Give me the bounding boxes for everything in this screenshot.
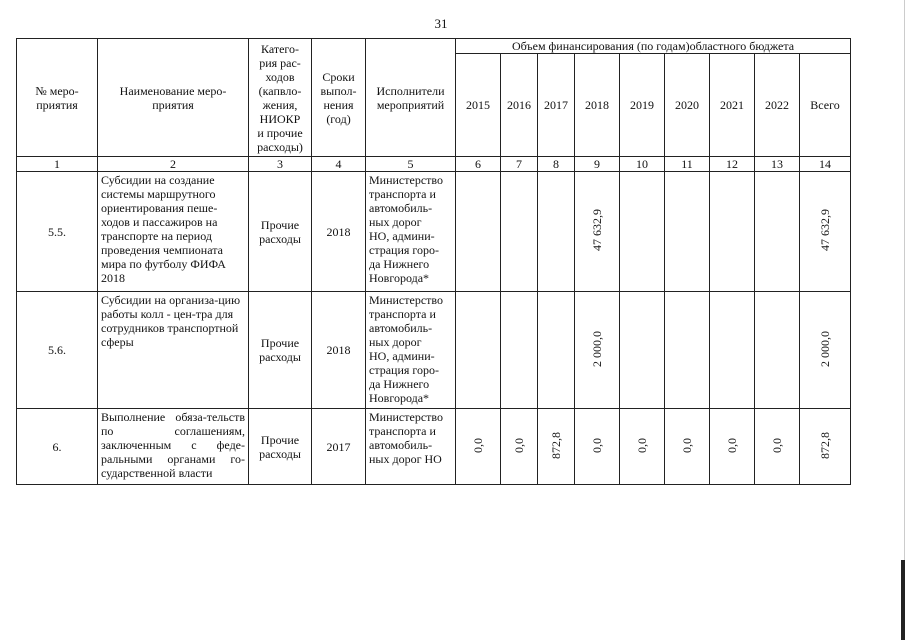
row-value	[575, 172, 620, 292]
row-value-text: 47 632,9	[590, 209, 604, 251]
row-value	[710, 409, 755, 485]
column-number: 6	[456, 157, 501, 172]
row-value	[501, 292, 538, 409]
row-value	[456, 292, 501, 409]
row-category: Прочие расходы	[249, 172, 312, 292]
header-funding-title: Объем финансирования (по годам)областного бюджета	[456, 39, 851, 54]
column-number: 7	[501, 157, 538, 172]
row-value	[710, 172, 755, 292]
header-year: 2017	[538, 54, 575, 157]
column-number: 4	[312, 157, 366, 172]
row-name: Выполнение обяза-тельств по соглашениям, заключенным с феде-ральными органами го-сударственной власти	[98, 409, 249, 485]
row-value-text: 0,0	[770, 437, 784, 453]
row-value	[501, 172, 538, 292]
row-term: 2018	[312, 172, 366, 292]
column-number: 13	[755, 157, 800, 172]
column-number: 14	[800, 157, 851, 172]
column-number: 9	[575, 157, 620, 172]
column-number: 8	[538, 157, 575, 172]
header-num: № меро- приятия	[17, 39, 98, 157]
header-name: Наименование меро- приятия	[98, 39, 249, 157]
row-number: 5.6.	[17, 292, 98, 409]
row-value-text: 2 000,0	[590, 330, 604, 367]
row-term: 2017	[312, 409, 366, 485]
row-value	[538, 172, 575, 292]
row-value	[710, 292, 755, 409]
row-value-text: 47 632,9	[818, 209, 832, 251]
row-name: Субсидии на создание системы маршрутного ориентирования пеше-ходов и пассажиров на транспорте на период проведения чемпионата мира по футболу ФИФА 2018	[98, 172, 249, 292]
header-executors: Исполнители мероприятий	[366, 39, 456, 157]
column-number: 2	[98, 157, 249, 172]
row-value-text: 0,0	[471, 437, 485, 453]
row-value	[620, 172, 665, 292]
header-terms: Сроки выпол- нения (год)	[312, 39, 366, 157]
table-row	[17, 292, 851, 409]
row-category: Прочие расходы	[249, 409, 312, 485]
header-year: 2021	[710, 54, 755, 157]
row-value-text: 0,0	[725, 437, 739, 453]
header-year: 2015	[456, 54, 501, 157]
row-value	[800, 172, 851, 292]
header-year: Всего	[800, 54, 851, 157]
row-value-text: 0,0	[635, 437, 649, 453]
column-number: 10	[620, 157, 665, 172]
row-category: Прочие расходы	[249, 292, 312, 409]
column-number: 1	[17, 157, 98, 172]
row-value	[575, 292, 620, 409]
row-value-text: 0,0	[512, 437, 526, 453]
row-name: Субсидии на организа-цию работы колл - цен-тра для сотрудников транспортной сферы	[98, 292, 249, 409]
row-value-text: 872,8	[549, 431, 563, 459]
column-number: 5	[366, 157, 456, 172]
column-number: 3	[249, 157, 312, 172]
row-executor: Министерство транспорта и автомобиль- ных дорог НО, админи- страция горо- да Нижнего Новгорода*	[366, 292, 456, 409]
row-value	[800, 292, 851, 409]
column-number: 12	[710, 157, 755, 172]
row-value-text: 872,8	[818, 431, 832, 459]
row-value-text: 2 000,0	[818, 330, 832, 367]
row-executor: Министерство транспорта и автомобиль- ных дорог НО	[366, 409, 456, 485]
row-number: 5.5.	[17, 172, 98, 292]
header-year: 2019	[620, 54, 665, 157]
row-value	[501, 409, 538, 485]
header-year: 2018	[575, 54, 620, 157]
header-year: 2022	[755, 54, 800, 157]
row-value	[755, 409, 800, 485]
row-value	[575, 409, 620, 485]
row-executor: Министерство транспорта и автомобиль- ных дорог НО, админи- страция горо- да Нижнего Новгорода*	[366, 172, 456, 292]
row-term: 2018	[312, 292, 366, 409]
budget-table	[16, 38, 851, 485]
column-number: 11	[665, 157, 710, 172]
header-year: 2016	[501, 54, 538, 157]
row-value	[538, 292, 575, 409]
row-value	[665, 172, 710, 292]
row-number: 6.	[17, 409, 98, 485]
row-value	[620, 292, 665, 409]
scan-mark	[901, 560, 905, 640]
header-category: Катего- рия рас- ходов (капвло- жения, НИОКР и прочие расходы)	[249, 39, 312, 157]
row-value-text: 0,0	[680, 437, 694, 453]
row-value	[800, 409, 851, 485]
row-value	[755, 172, 800, 292]
row-value	[538, 409, 575, 485]
row-value-text: 0,0	[590, 437, 604, 453]
page-number: 31	[434, 16, 448, 31]
row-value	[620, 409, 665, 485]
table-row	[17, 172, 851, 292]
row-value	[755, 292, 800, 409]
row-value	[665, 292, 710, 409]
row-value	[665, 409, 710, 485]
header-year: 2020	[665, 54, 710, 157]
row-value	[456, 172, 501, 292]
table-row	[17, 409, 851, 485]
row-value	[456, 409, 501, 485]
